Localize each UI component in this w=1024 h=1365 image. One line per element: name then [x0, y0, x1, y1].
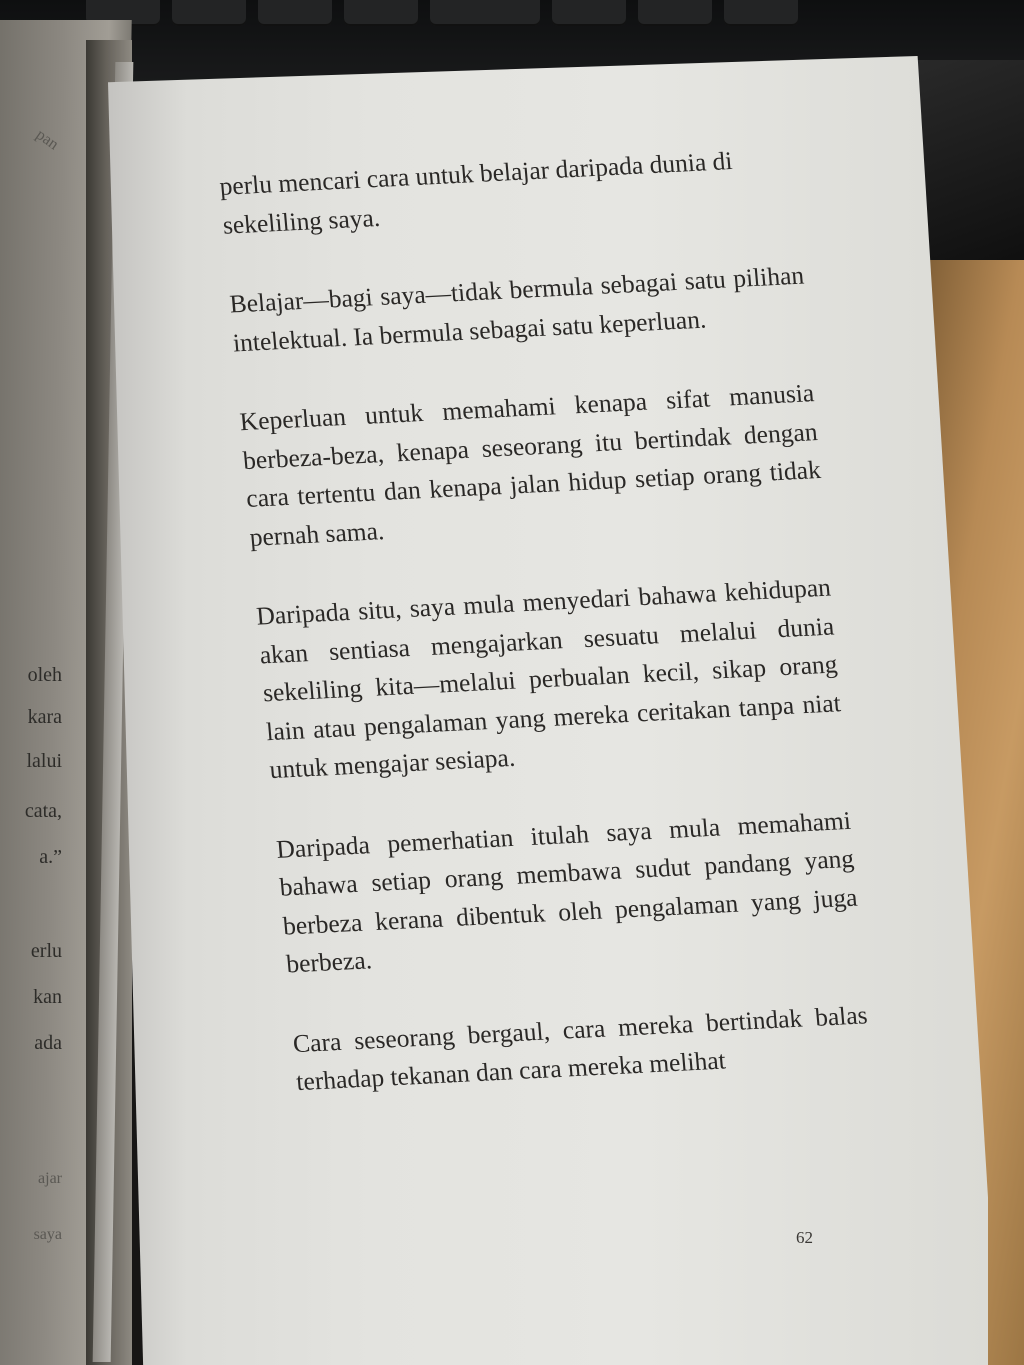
keycap: [724, 0, 798, 26]
paragraph: Daripada pemerhatian itulah saya mula memahami bahawa setiap orang membawa sudut pandang yang berbeza kerana dibentuk oleh pengalaman yang juga berbeza.: [275, 805, 859, 979]
keycap: [430, 0, 540, 26]
keycap: [344, 0, 418, 26]
left-fragment: lalui: [26, 750, 62, 772]
left-page-text: [0, 0, 92, 1365]
left-fragment: cata,: [24, 800, 62, 822]
left-fragment: oleh: [27, 664, 62, 686]
keycap: [258, 0, 332, 26]
left-fragment: ada: [34, 1032, 62, 1054]
left-fragment: kan: [33, 986, 62, 1008]
keycap: [552, 0, 626, 26]
left-fragment: ajar: [38, 1170, 62, 1187]
keycap: [172, 0, 246, 26]
paragraph: Keperluan untuk memahami kenapa sifat manusia berbeza-beza, kenapa seseorang itu bertindak dengan cara tertentu dan kenapa jalan hidup setiap orang tidak pernah sama.: [238, 378, 822, 552]
keycap: [638, 0, 712, 26]
left-fragment: a.”: [39, 846, 62, 868]
left-fragment: saya: [33, 1226, 62, 1243]
paragraph: perlu mencari cara untuk belajar daripada dunia di sekeliling saya.: [218, 146, 734, 240]
left-fragment: pan: [32, 126, 62, 154]
paragraph: Cara seseorang bergaul, cara mereka bertindak balas terhadap tekanan dan cara mereka melihat: [291, 999, 869, 1097]
left-fragment: kara: [27, 706, 62, 728]
page-text: [218, 139, 876, 1143]
left-fragment: erlu: [30, 940, 62, 962]
page-number: 62: [796, 1228, 813, 1247]
paragraph: Daripada situ, saya mula menyedari bahawa kehidupan akan sentiasa mengajarkan sesuatu melalui dunia sekeliling kita—melalui perbualan kecil, sikap orang lain atau pengalaman yang mereka ceritakan tanpa niat untuk mengajar sesiapa.: [255, 572, 842, 785]
paragraph: Belajar—bagi saya—tidak bermula sebagai satu pilihan intelektual. Ia bermula sebagai satu keperluan.: [228, 260, 806, 357]
